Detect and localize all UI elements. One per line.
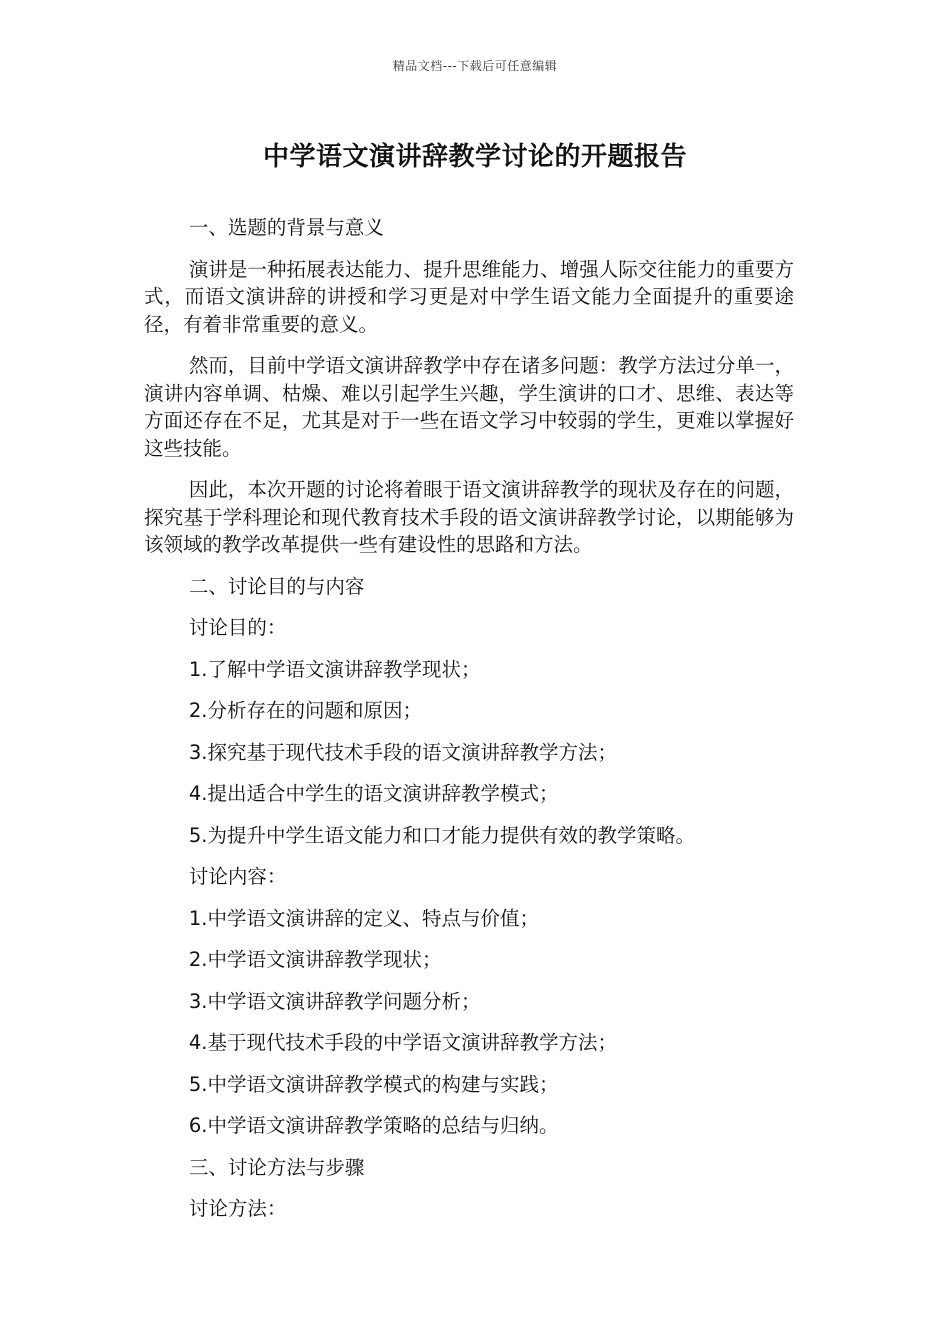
methods-label: 讨论方法： xyxy=(188,1197,287,1220)
paragraph-background-3: 因此，本次开题的讨论将着眼于语文演讲辞教学的现状及存在的问题，探究基于学科理论和现代教育技术手段的语文演讲辞教学讨论，以期能够为该领域的教学改革提供一些有建设性的思路和方法。 xyxy=(144,478,794,556)
content-item: 4.基于现代技术手段的中学语文演讲辞教学方法； xyxy=(188,1031,617,1054)
content-item: 2.中学语文演讲辞教学现状； xyxy=(188,948,442,971)
document-body xyxy=(144,214,794,1237)
content-label: 讨论内容： xyxy=(188,865,287,888)
paragraph-background-2: 然而，目前中学语文演讲辞教学中存在诸多问题：教学方法过分单一，演讲内容单调、枯燥、难以引起学生兴趣，学生演讲的口才、思维、表达等方面还存在不足，尤其是对于一些在语文学习中较弱的学生，更难以掌握好这些技能。 xyxy=(144,354,794,460)
goals-label: 讨论目的： xyxy=(188,616,287,639)
goal-item: 1.了解中学语文演讲辞教学现状； xyxy=(188,657,481,681)
section-heading-background: 一、选题的背景与意义 xyxy=(188,216,384,239)
document-title: 中学语文演讲辞教学讨论的开题报告 xyxy=(262,142,687,172)
goal-item: 2.分析存在的问题和原因； xyxy=(188,699,422,722)
section-heading-methods: 三、讨论方法与步骤 xyxy=(188,1155,365,1179)
goal-item: 5.为提升中学生语文能力和口才能力提供有效的教学策略。 xyxy=(188,823,695,847)
content-item: 1.中学语文演讲辞的定义、特点与价值； xyxy=(188,906,539,930)
goal-item: 3.探究基于现代技术手段的语文演讲辞教学方法； xyxy=(188,740,617,764)
goal-item: 4.提出适合中学生的语文演讲辞教学模式； xyxy=(188,782,559,805)
header-watermark: 精品文档---下载后可任意编辑 xyxy=(392,59,558,73)
content-item: 3.中学语文演讲辞教学问题分析； xyxy=(188,989,481,1013)
paragraph-background-1: 演讲是一种拓展表达能力、提升思维能力、增强人际交往能力的重要方式，而语文演讲辞的讲授和学习更是对中学生语文能力全面提升的重要途径，有着非常重要的意义。 xyxy=(144,257,794,336)
section-heading-goals-content: 二、讨论目的与内容 xyxy=(188,574,365,598)
content-item: 5.中学语文演讲辞教学模式的构建与实践； xyxy=(188,1072,559,1096)
content-item: 6.中学语文演讲辞教学策略的总结与归纳。 xyxy=(188,1114,559,1137)
